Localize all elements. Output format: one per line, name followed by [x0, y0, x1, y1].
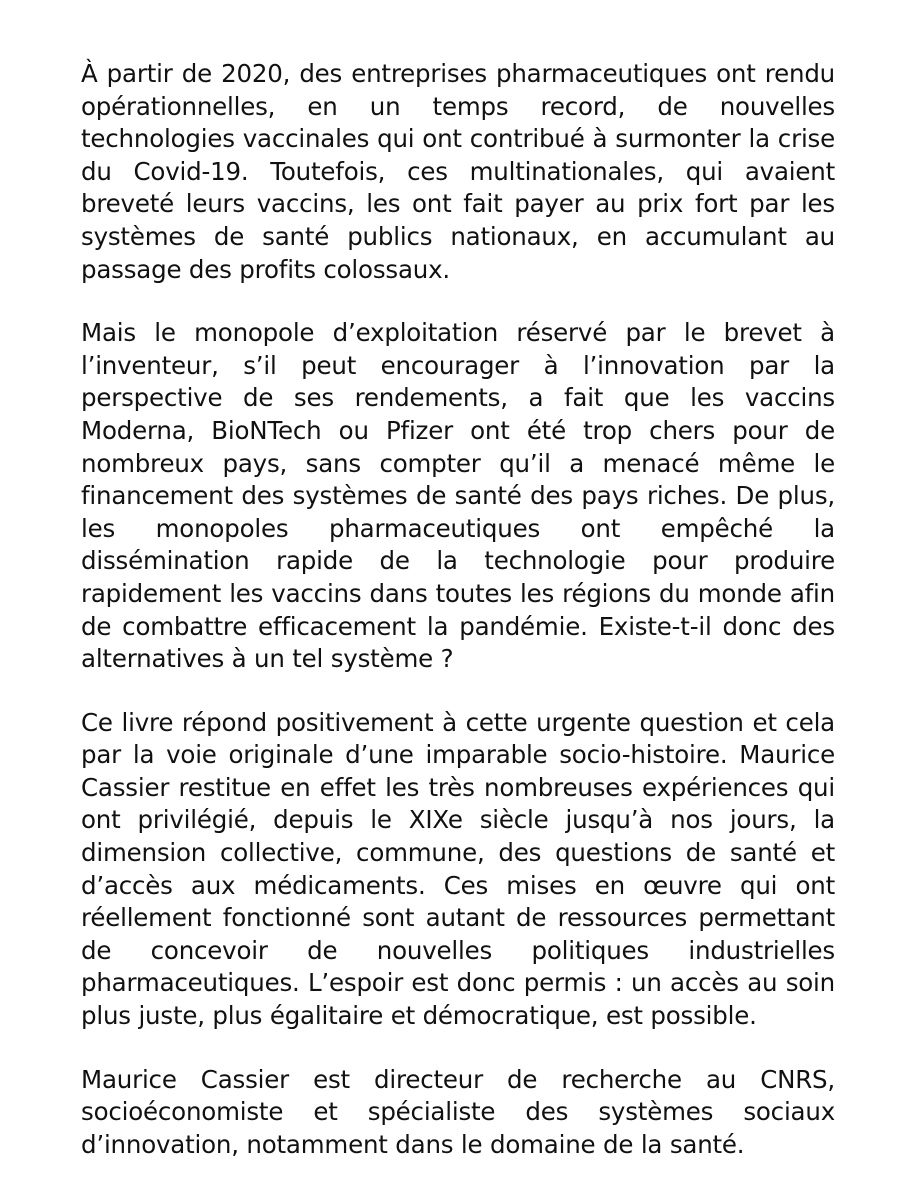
paragraph-intro: À partir de 2020, des entreprises pharmaceutiques ont rendu opérationnelles, en un temps record, de nouvelles technologies vaccinales qui ont contribué à surmonter la crise du Covid-19. Toutefois, ces multinationales, qui avaient breveté leurs vaccins, les ont fait payer au prix fort par les systèmes de santé publics nationaux, en accumulant au passage des profits colossaux.	[81, 59, 835, 284]
book-back-cover-text	[81, 58, 835, 1161]
paragraph-monopoly: Mais le monopole d’exploitation réservé par le brevet à l’inventeur, s’il peut encourager à l’innovation par la perspective de ses rendements, a fait que les vaccins Moderna, BioNTech ou Pfizer ont été trop chers pour de nombreux pays, sans compter qu’il a menacé même le financement des systèmes de santé des pays riches. De plus, les monopoles pharmaceutiques ont empêché la dissémination rapide de la technologie pour produire rapidement les vaccins dans toutes les régions du monde afin de combattre efficacement la pandémie. Existe-t-il donc des alternatives à un tel système ?	[81, 318, 835, 674]
paragraph-author-bio: Maurice Cassier est directeur de recherche au CNRS, socioéconomiste et spécialiste des systèmes sociaux d’innovation, notamment dans le domaine de la santé.	[81, 1064, 835, 1159]
paragraph-book-summary: Ce livre répond positivement à cette urgente question et cela par la voie originale d’une imparable socio-histoire. Maurice Cassier restitue en effet les très nombreuses expériences qui ont privilégié, depuis le XIXe siècle jusqu’à nos jours, la dimension collective, commune, des questions de santé et d’accès aux médicaments. Ces mises en œuvre qui ont réellement fonctionné sont autant de ressources permettant de concevoir de nouvelles politiques industrielles pharmaceutiques. L’espoir est donc permis : un accès au soin plus juste, plus égalitaire et démocratique, est possible.	[81, 707, 835, 1031]
